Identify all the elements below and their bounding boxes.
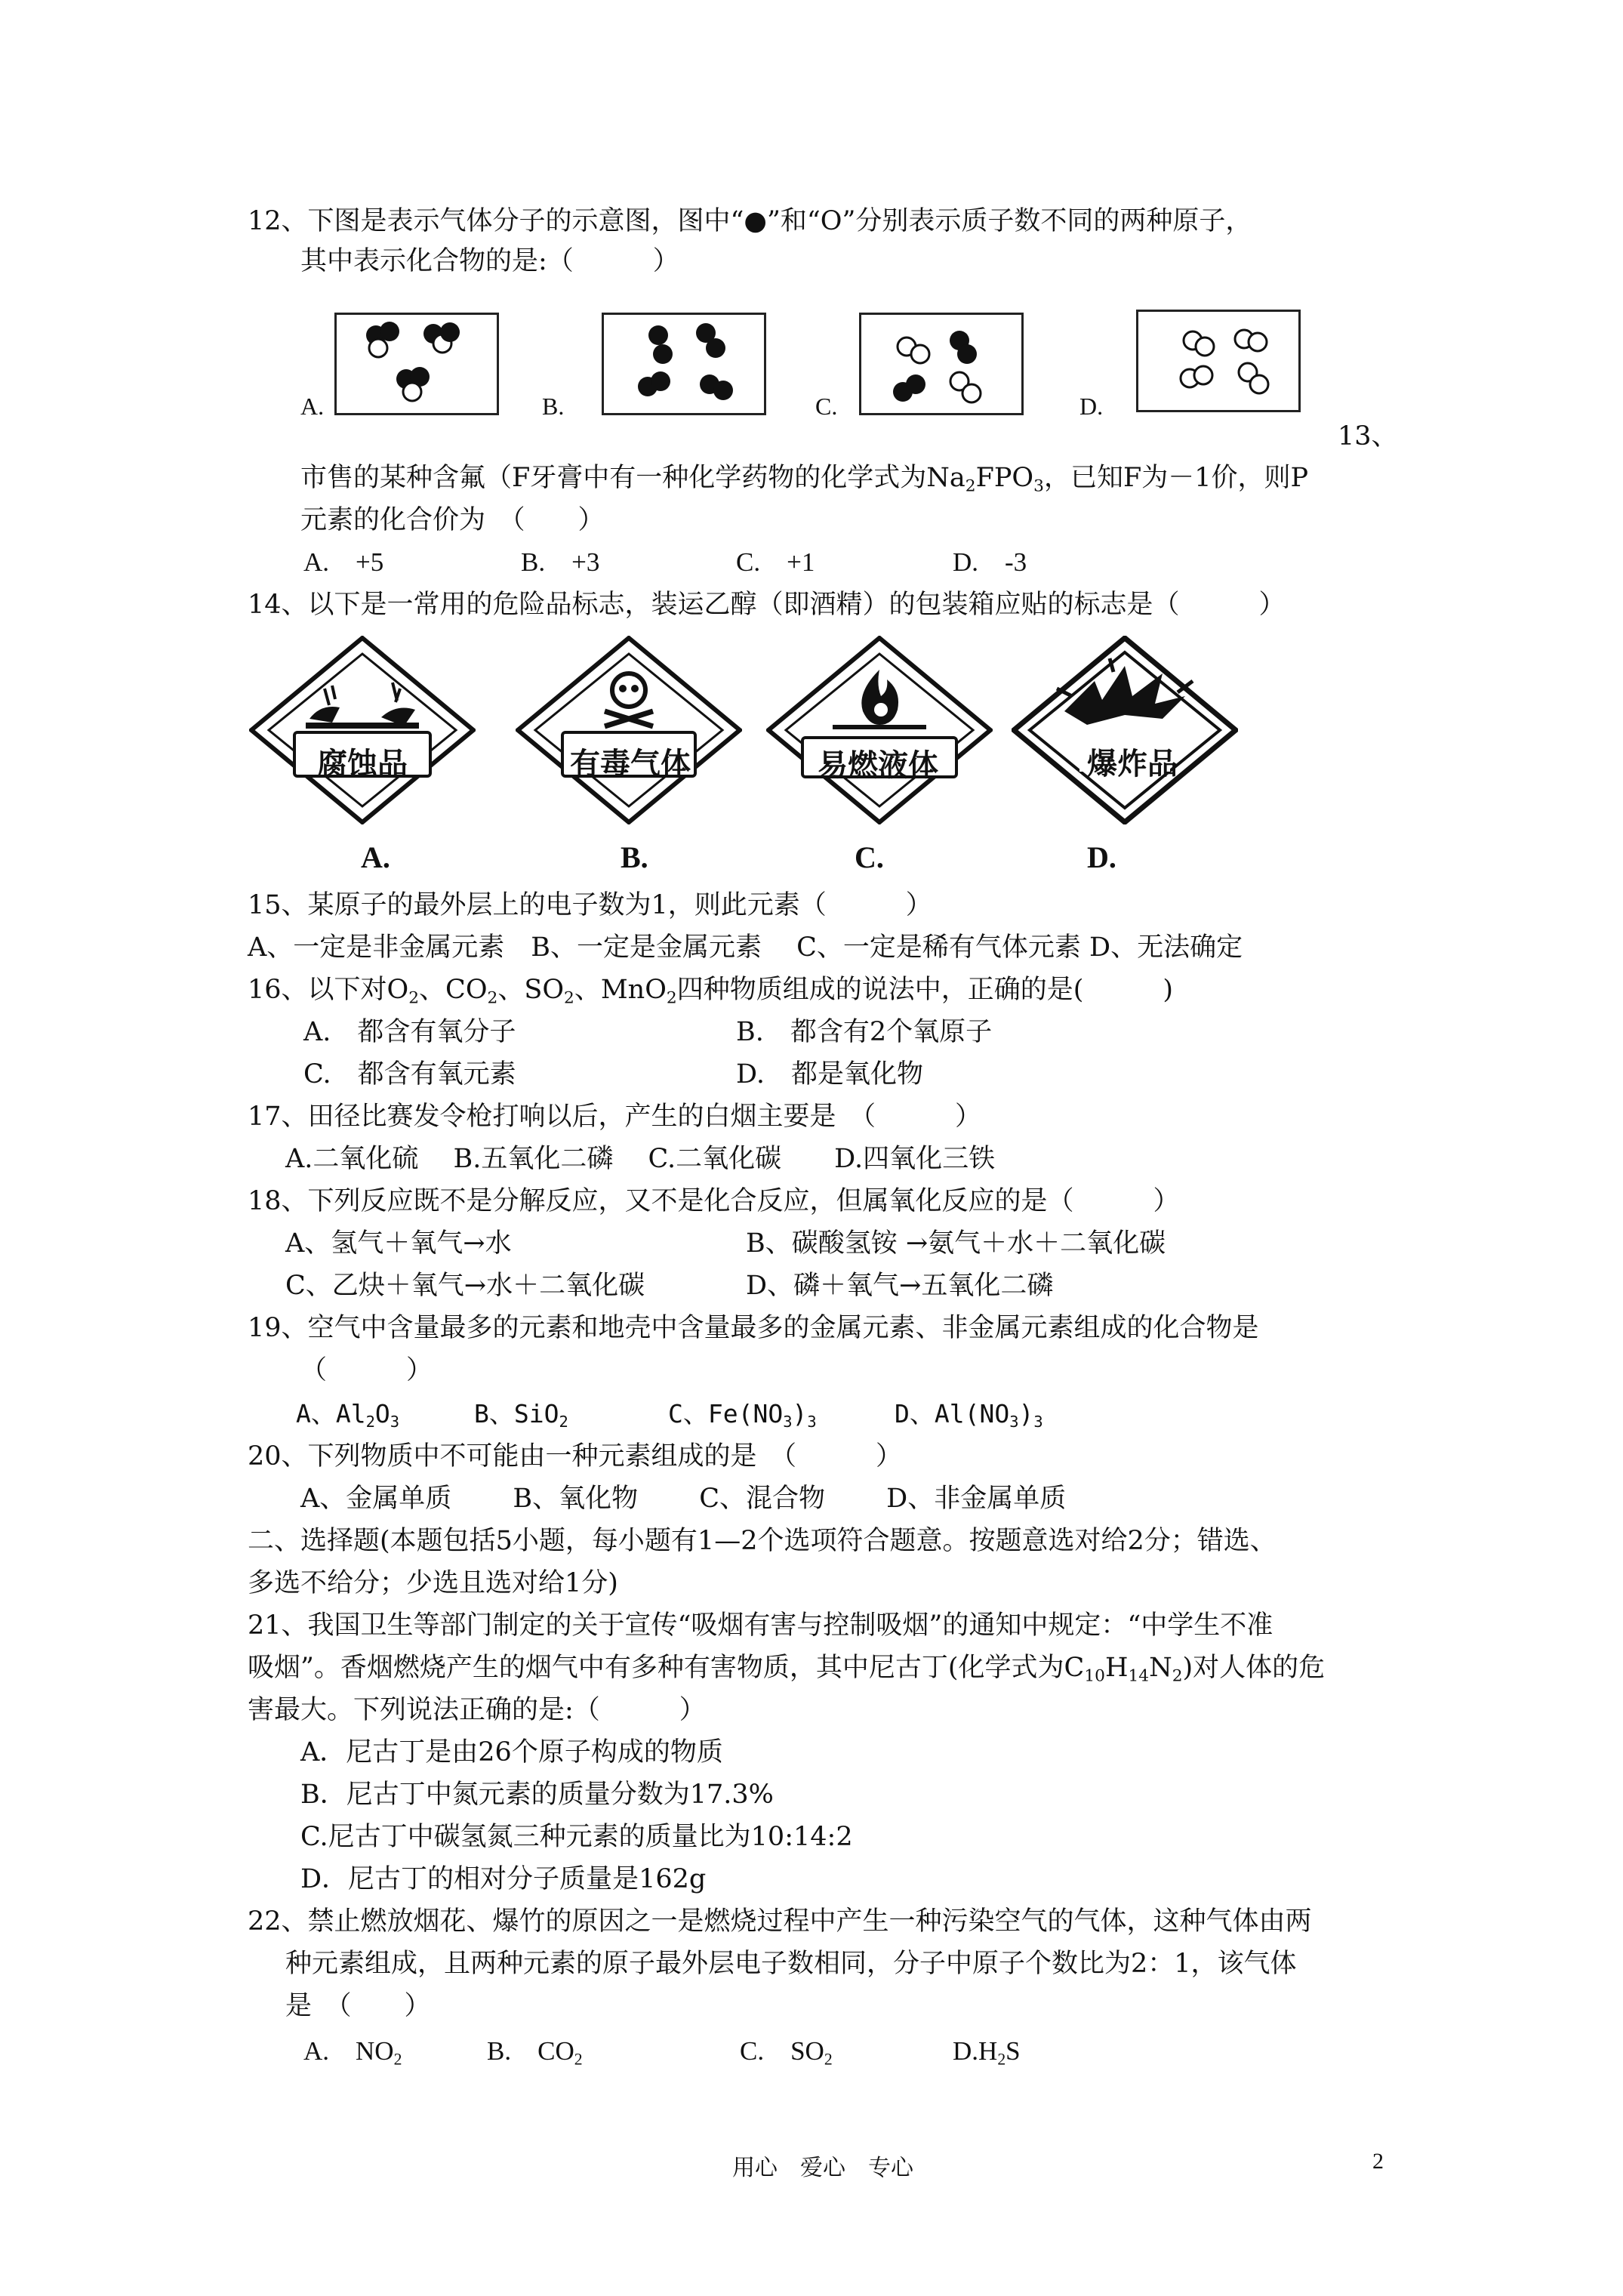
q18-option-c: C、乙炔＋氧气→水＋二氧化碳 <box>285 1271 645 1301</box>
q12-option-a-label: A. <box>300 393 325 420</box>
q14-label-d: D. <box>1087 840 1116 874</box>
q16-option-d: D. 都是氧化物 <box>736 1059 923 1089</box>
q15-line1: 15、某原子的最外层上的电子数为1，则此元素（ ） <box>248 890 932 920</box>
footer-slogan: 用心 爱心 专心 <box>732 2155 913 2181</box>
hazard-sign-flammable <box>766 636 993 827</box>
q21-line1: 21、我国卫生等部门制定的关于宣传“吸烟有害与控制吸烟”的通知中规定：“中学生不准 <box>248 1610 1273 1641</box>
q20-line2: A、金属单质 B、氧化物 C、混合物 D、非金属单质 <box>300 1484 1067 1514</box>
q12-option-d-label: D. <box>1079 393 1104 420</box>
hazard-text-toxic: 有毒气体 <box>570 747 691 781</box>
q13-line1: 市售的某种含氟（F牙膏中有一种化学药物的化学式为$Na_2FPO_3$，已知F为－1价，则P <box>300 463 1309 496</box>
q19-option-b: B、SiO$_2$ <box>474 1399 568 1432</box>
q21-option-d: D．尼古丁的相对分子质量是162g <box>300 1864 707 1894</box>
q14-line1: 14、以下是一常用的危险品标志，装运乙醇（即酒精）的包装箱应贴的标志是（ ） <box>248 590 1286 620</box>
q22-line1: 22、禁止燃放烟花、爆竹的原因之一是燃烧过程中产生一种污染空气的气体，这种气体由两 <box>248 1906 1312 1937</box>
q21-line3: 害最大。下列说法正确的是:（ ） <box>248 1695 706 1725</box>
q14-label-c: C. <box>855 840 884 874</box>
q22-option-a: A. $NO_2$ <box>303 2036 402 2069</box>
q17-line1: 17、田径比赛发令枪打响以后，产生的白烟主要是 （ ） <box>248 1102 982 1132</box>
q16-line1: 16、以下对$O_2$、$CO_2$、$SO_2$、MnO$_2$四种物质组成的说法中，正确的是( ) <box>248 975 1174 1008</box>
q21-option-b: B．尼古丁中氮元素的质量分数为17.3% <box>300 1780 774 1810</box>
q18-option-b: B、碳酸氢铵 →氨气＋水＋二氧化碳 <box>746 1228 1166 1259</box>
q19-line2: （ ） <box>300 1355 433 1385</box>
q14-label-a: A. <box>361 840 390 874</box>
q19-option-d: D、$Al(NO_3)_3$ <box>895 1399 1043 1432</box>
toxic-skull-icon <box>516 636 742 824</box>
q12-option-b-label: B. <box>542 393 565 420</box>
hazard-text-explosive: 爆炸品 <box>1087 747 1178 781</box>
q22-line2: 种元素组成，且两种元素的原子最外层电子数相同，分子中原子个数比为2：1，该气体 <box>285 1949 1297 1979</box>
molecule-diagram-d <box>1138 312 1298 410</box>
q19-option-c: C、$Fe(NO_3)_3$ <box>668 1399 817 1432</box>
hazard-sign-toxic <box>516 636 742 827</box>
section2-line1: 二、选择题(本题包括5小题，每小题有1—2个选项符合题意。按题意选对给2分；错选、 <box>248 1526 1277 1556</box>
q14-label-b: B. <box>621 840 648 874</box>
q21-line2: 吸烟”。香烟燃烧产生的烟气中有多种有害物质，其中尼古丁(化学式为$C_{10}H_{14}N_2$)对人体的危 <box>248 1653 1326 1686</box>
molecule-diagram-c <box>861 315 1021 413</box>
q13-option-a: A. +5 <box>303 547 384 577</box>
corrosive-icon <box>249 636 476 824</box>
q16-option-a: A. 都含有氧分子 <box>303 1017 516 1047</box>
q18-line1: 18、下列反应既不是分解反应，又不是化合反应，但属氧化反应的是（ ） <box>248 1186 1180 1216</box>
q12-box-a <box>334 313 499 415</box>
q12-line1: 12、下图是表示气体分子的示意图，图中“●”和“O”分别表示质子数不同的两种原子， <box>248 206 1252 236</box>
section2-line2: 多选不给分；少选且选对给1分) <box>248 1568 618 1598</box>
q12-box-d <box>1136 310 1301 412</box>
q16-option-c: C. 都含有氧元素 <box>303 1059 516 1089</box>
hazard-sign-corrosive <box>249 636 476 827</box>
hazard-sign-explosive <box>1012 636 1238 827</box>
q13-option-d: D. -3 <box>953 547 1027 577</box>
q22-option-b: B. $CO_2$ <box>487 2036 583 2069</box>
q18-option-a: A、氢气＋氧气→水 <box>285 1228 512 1259</box>
q21-option-a: A．尼古丁是由26个原子构成的物质 <box>300 1737 723 1767</box>
q13-number: 13、 <box>1338 421 1398 451</box>
q22-option-c: C. $SO_2$ <box>740 2036 833 2069</box>
q18-option-d: D、磷＋氧气→五氧化二磷 <box>746 1271 1054 1301</box>
q17-line2: A.二氧化硫 B.五氧化二磷 C.二氧化碳 D.四氧化三铁 <box>285 1144 996 1174</box>
molecule-diagram-a <box>337 315 497 413</box>
q12-option-c-label: C. <box>815 393 838 420</box>
q12-line2: 其中表示化合物的是:（ ） <box>300 246 679 276</box>
q16-option-b: B. 都含有2个氧原子 <box>736 1017 993 1047</box>
q13-option-b: B. +3 <box>521 547 600 577</box>
q12-box-b <box>602 313 766 415</box>
q19-option-a: A、$Al_2O_3$ <box>296 1399 400 1432</box>
q15-line2: A、一定是非金属元素 B、一定是金属元素 C、一定是稀有气体元素 D、无法确定 <box>248 932 1243 963</box>
q20-line1: 20、下列物质中不可能由一种元素组成的是 （ ） <box>248 1441 903 1472</box>
page-number: 2 <box>1372 2149 1384 2174</box>
q13-option-c: C. +1 <box>736 547 815 577</box>
q13-line2: 元素的化合价为 （ ） <box>300 505 605 535</box>
molecule-diagram-b <box>604 315 764 413</box>
q21-option-c: C.尼古丁中碳氢氮三种元素的质量比为10:14:2 <box>300 1822 853 1852</box>
flame-icon <box>766 636 993 824</box>
q22-line3: 是 （ ） <box>285 1991 431 2021</box>
q19-line1: 19、空气中含量最多的元素和地壳中含量最多的金属元素、非金属元素组成的化合物是 <box>248 1313 1259 1343</box>
hazard-text-flammable: 易燃液体 <box>818 749 938 782</box>
hazard-text-corrosive: 腐蚀品 <box>317 747 408 781</box>
explosion-icon <box>1012 636 1238 824</box>
q12-box-c <box>859 313 1024 415</box>
q22-option-d: $D.H_2S$ <box>953 2036 1021 2069</box>
